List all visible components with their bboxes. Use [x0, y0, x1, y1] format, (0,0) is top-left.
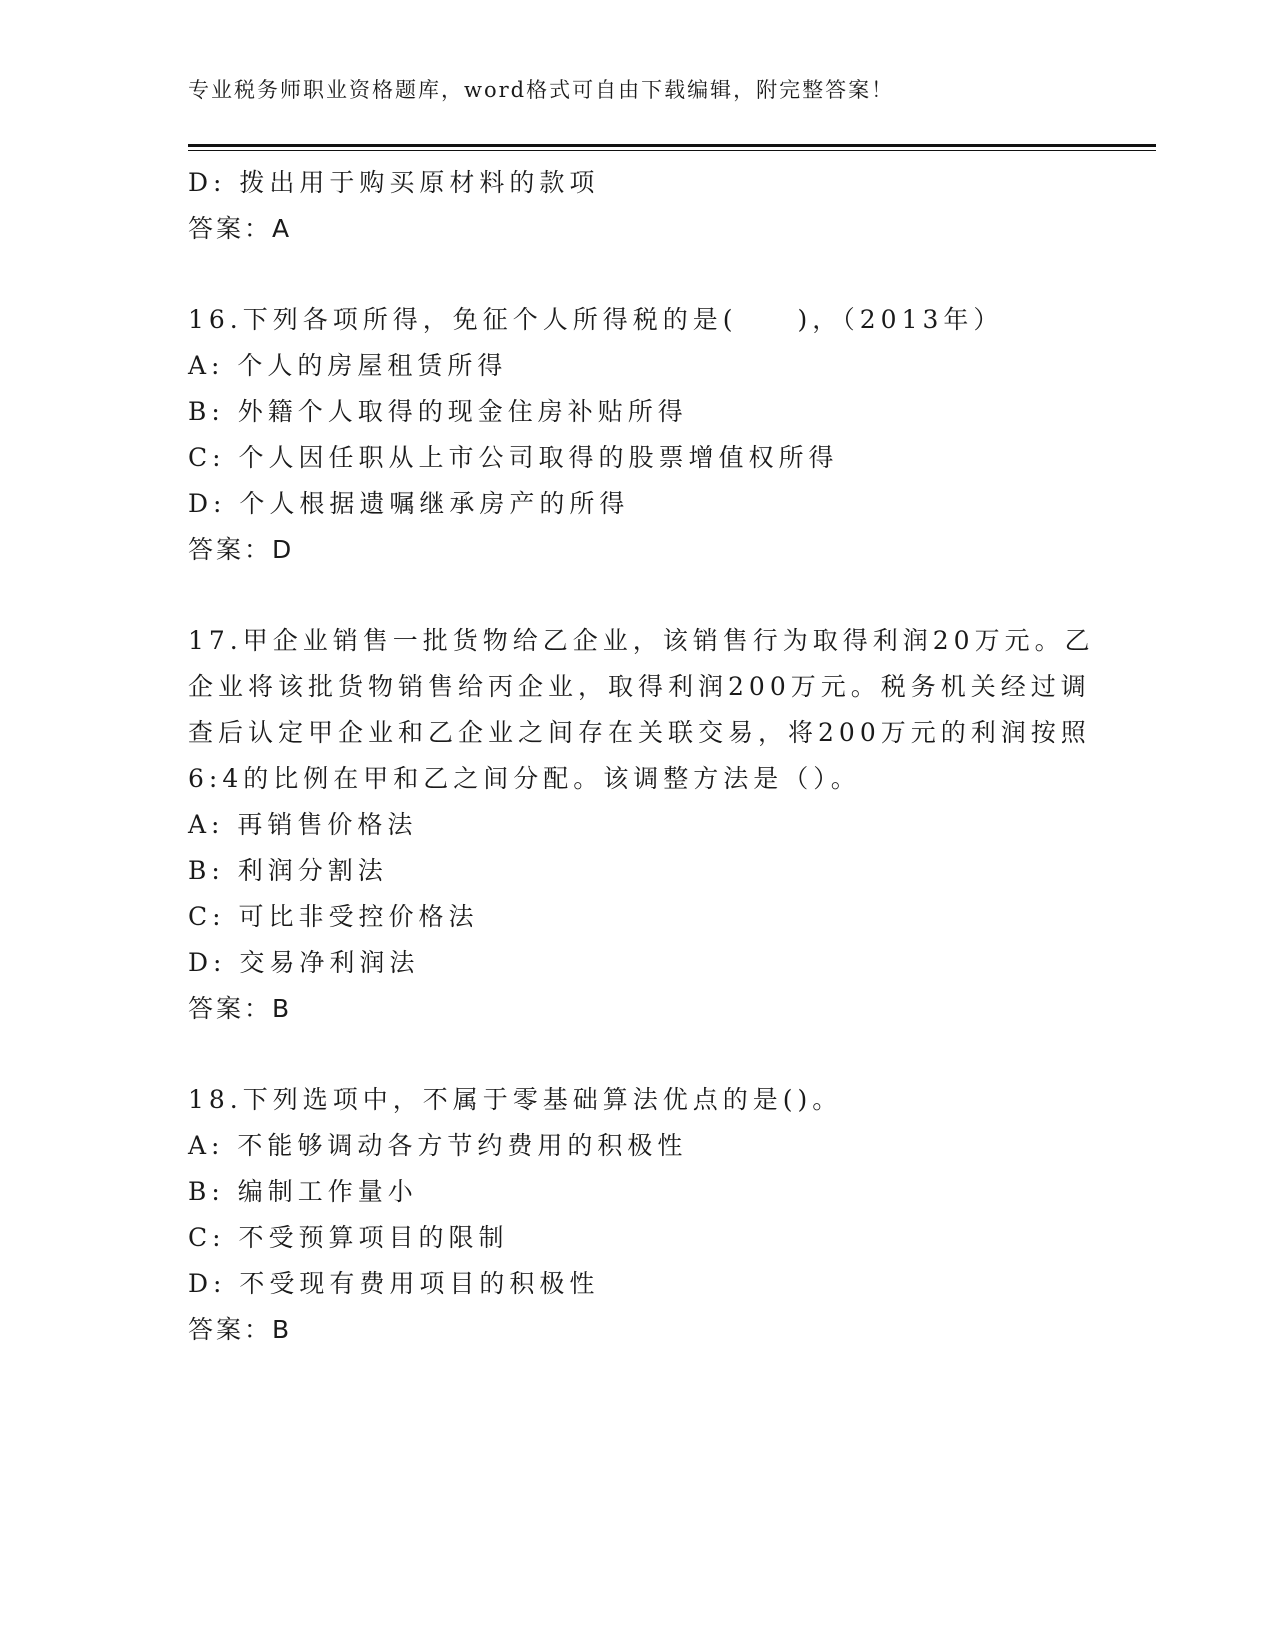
question-18 [188, 1077, 1068, 1353]
option-a: A: 不能够调动各方节约费用的积极性 [188, 1131, 688, 1160]
option-b: B: 利润分割法 [188, 856, 388, 885]
header-rule-thick [188, 144, 1156, 147]
question-16 [188, 297, 1068, 573]
option-c: C: 个人因任职从上市公司取得的股票增值权所得 [188, 443, 839, 472]
option-b: B: 编制工作量小 [188, 1177, 418, 1206]
option-b: B: 外籍个人取得的现金住房补贴所得 [188, 397, 688, 426]
option-d: D: 个人根据遗嘱继承房产的所得 [188, 489, 630, 518]
question-stem-line: 17.甲企业销售一批货物给乙企业，该销售行为取得利润20万元。乙 [188, 626, 1095, 655]
question-content [188, 160, 1095, 1353]
question-17 [188, 618, 1095, 1032]
prev-answer: 答案：A [188, 214, 293, 243]
question-stem: 18.下列选项中，不属于零基础算法优点的是()。 [188, 1085, 843, 1114]
option-d: D: 不受现有费用项目的积极性 [188, 1269, 600, 1298]
answer: 答案：B [188, 994, 293, 1023]
option-a: A: 个人的房屋租赁所得 [188, 351, 508, 380]
answer: 答案：B [188, 1315, 293, 1344]
answer: 答案：D [188, 535, 295, 564]
option-c: C: 不受预算项目的限制 [188, 1223, 509, 1252]
question-stem-line: 查后认定甲企业和乙企业之间存在关联交易，将200万元的利润按照 [188, 718, 1091, 747]
header-rule-thin [188, 150, 1156, 151]
option-a: A: 再销售价格法 [188, 810, 418, 839]
prev-option-d: D: 拨出用于购买原材料的款项 [188, 168, 600, 197]
question-stem-line: 6:4的比例在甲和乙之间分配。该调整方法是（）。 [188, 764, 861, 793]
page-header: 专业税务师职业资格题库，word格式可自由下载编辑，附完整答案！ [188, 78, 895, 102]
option-d: D: 交易净利润法 [188, 948, 420, 977]
option-c: C: 可比非受控价格法 [188, 902, 479, 931]
question-stem-line: 企业将该批货物销售给丙企业，取得利润200万元。税务机关经过调 [188, 672, 1091, 701]
question-stem: 16.下列各项所得，免征个人所得税的是( )，（2013年） [188, 305, 1004, 334]
